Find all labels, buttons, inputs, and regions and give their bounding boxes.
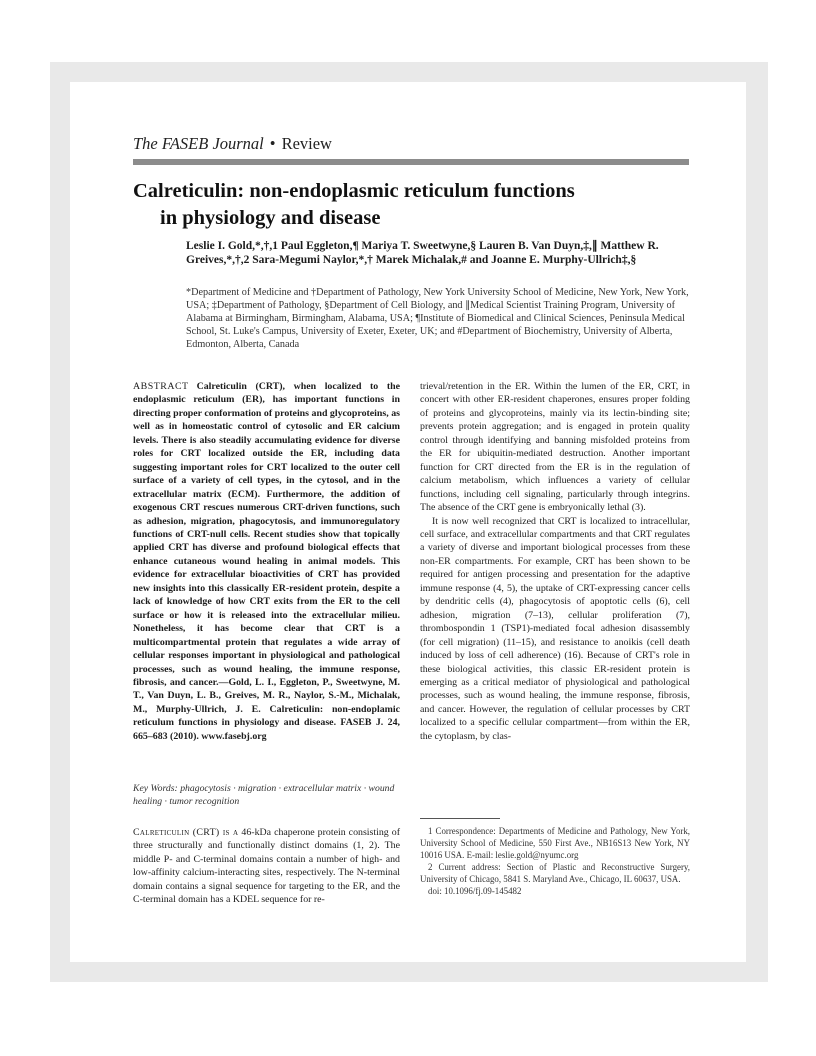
journal-header bbox=[133, 134, 332, 154]
body-paragraph-1: trieval/retention in the ER. Within the lumen of the ER, CRT, in concert with other ER-resident chaperones, ensures proper folding of proteins and glycoproteins, mainly via its lectin-binding site; prevents protein aggregation; and is engaged in protein quality control through identifying and banning misfolded proteins from the ER for ubiquitin-mediated destruction. Another important function for CRT directed from the ER is in the regulation of calcium metabolism, which influences a variety of cellular functions, including cell signaling, particularly through integrins. The absence of the CRT gene is embryonically lethal (3). bbox=[420, 381, 690, 514]
journal-name: The FASEB Journal bbox=[133, 134, 264, 153]
intro-text: 46-kDa chaperone protein consisting of three structurally and functionally distinct domains (1, 2). The middle P- and C-terminal domains contain a number of high- and low-affinity calcium-interacting sites, respectively. The N-terminal domain contains a signal sequence for targeting to the ER, and the C-terminal domain has a KDEL sequence for re- bbox=[133, 827, 401, 906]
intro-paragraph bbox=[133, 826, 400, 907]
header-rule bbox=[133, 159, 689, 165]
footnote-1: 1 Correspondence: Departments of Medicine and Pathology, New York, University School of Medicine, 550 First Ave., NB16S13 New York, NY 10016 USA. E-mail: leslie.gold@nyumc.org bbox=[420, 826, 690, 861]
body-paragraph-2: It is now well recognized that CRT is localized to intracellular, cell surface, and extracellular compartments and that CRT regulates a variety of diverse and important biological processes from these non-ER compartments. For example, CRT has been shown to be required for antigen processing and presentation for the adaptive immune response (4, 5), the uptake of CRT-expressing cancer cells by dendritic cells (4), phagocytosis of apoptotic cells (6), cell adhesion, migration (7–13), cellular proliferation (7), thrombospondin 1 (TSP1)-mediated focal adhesion disassembly (for cell migration) (11–15), and resistance to anoikis (cell death induced by loss of cell adherence) (16). Because of CRT's role in these biological activities, this classic ER-resident protein is emerging as a critical mediator of physiological and pathological processes, such as wound healing, the immune response, fibrosis, and cancer. However, the regulation of cellular processes by CRT localized to a specific cellular compartment—from within the ER, the cytoplasm, by clas- bbox=[420, 515, 690, 742]
keywords-text: phagocytosis · migration · extracellular matrix · wound healing · tumor recognition bbox=[133, 783, 395, 807]
abstract bbox=[133, 380, 400, 743]
abstract-label: ABSTRACT bbox=[133, 381, 189, 392]
header-separator: • bbox=[269, 134, 276, 153]
keywords-label: Key Words: bbox=[133, 783, 178, 794]
abstract-text: Calreticulin (CRT), when localized to the endoplasmic reticulum (ER), has important functions in directing proper conformation of proteins and glycoproteins, as well as in homeostatic control of cytosolic and ER calcium levels. There is also steadily accumulating evidence for diverse roles for CRT localized outside the ER, including data suggesting important roles for CRT localized to the outer cell surface of a variety of cell types, in the cytosol, and in the extracellular matrix (ECM). Furthermore, the addition of exogenous CRT rescues numerous CRT-driven functions, such as adhesion, migration, phagocytosis, and immunoregulatory functions of CRT-null cells. Recent studies show that topically applied CRT has diverse and profound biological effects that enhance cutaneous wound healing in animal models. This evidence for extracellular bioactivities of CRT has provided new insights into this classically ER-resident protein, despite a lack of knowledge of how CRT exits from the ER to the cell surface or how it is released into the extracellular milieu. Nonetheless, it has become clear that CRT is a multicompartmental protein that regulates a wide array of cellular responses important in physiological and pathological processes, such as wound healing, the immune response, fibrosis, and cancer.—Gold, L. I., Eggleton, P., Sweetwyne, M. T., Van Duyn, L. B., Greives, M. R., Naylor, S.-M., Michalak, M., Murphy-Ullrich, J. E. Calreticulin: non-endoplamic reticulum functions in physiology and disease. FASEB J. 24, 665–683 (2010). www.fasebj.org bbox=[133, 381, 400, 742]
footnotes bbox=[420, 825, 690, 898]
keywords bbox=[133, 783, 400, 808]
title-line-1: Calreticulin: non-endoplasmic reticulum functions bbox=[133, 180, 575, 202]
doi: doi: 10.1096/fj.09-145482 bbox=[428, 886, 522, 897]
author-list: Leslie I. Gold,*,†,1 Paul Eggleton,¶ Mariya T. Sweetwyne,§ Lauren B. Van Duyn,‡,∥ Matthew R. Greives,*,†,2 Sara-Megumi Naylor,*,† Marek Michalak,# and Joanne E. Murphy-Ullrich‡,§ bbox=[186, 240, 659, 266]
footnote-2: 2 Current address: Section of Plastic and Reconstructive Surgery, University of Chicago, 5841 S. Maryland Ave., Chicago, IL 60637, USA. bbox=[420, 862, 690, 885]
intro-lead: Calreticulin (CRT) is a bbox=[133, 827, 239, 838]
affiliations: *Department of Medicine and †Department of Pathology, New York University School of Medicine, New York, New York, USA; ‡Department of Pathology, §Department of Cell Biology, and ∥Medical Scientist Training Program, University of Alabama at Birmingham, Birmingham, Alabama, USA; ¶Institute of Biomedical and Clinical Sciences, Peninsula Medical School, St. Luke's Campus, University of Exeter, Exeter, UK; and #Department of Biochemistry, University of Alberta, Edmonton, Alberta, Canada bbox=[186, 287, 689, 350]
article-type: Review bbox=[281, 134, 332, 153]
title-line-2: in physiology and disease bbox=[160, 207, 381, 229]
right-column bbox=[420, 380, 690, 743]
article-title bbox=[133, 178, 689, 232]
footnote-rule bbox=[420, 818, 500, 819]
